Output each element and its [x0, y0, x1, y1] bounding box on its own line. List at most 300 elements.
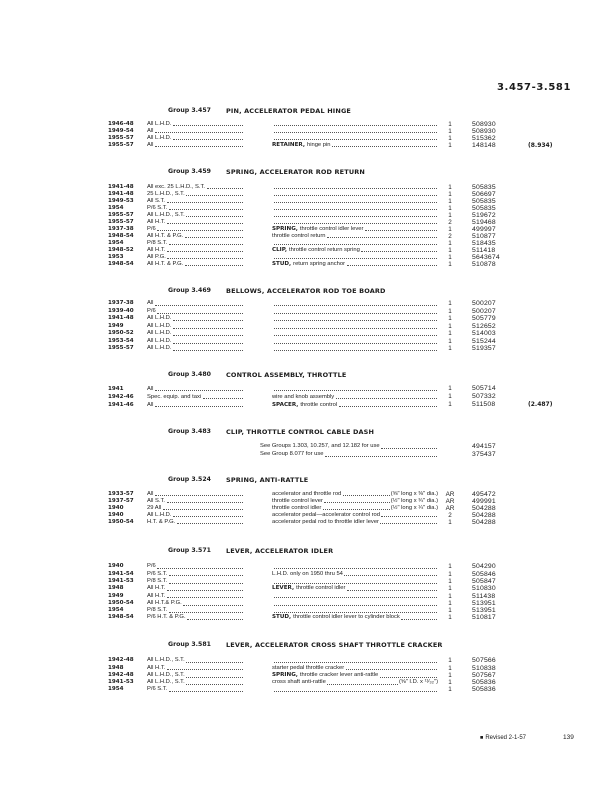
leader-dots: [274, 188, 438, 189]
row-years: 1941-53: [108, 679, 134, 686]
row-qty: 1: [448, 671, 452, 679]
parts-rows: [108, 385, 588, 409]
row-years: 1946-48: [108, 120, 134, 127]
row-model-text: All H.T.: [147, 585, 166, 592]
row-years: 1937-38: [108, 225, 134, 232]
row-years: 1954: [108, 607, 124, 614]
row-description: [272, 679, 438, 686]
row-model: [147, 491, 244, 498]
row-part-number: 510830: [472, 585, 496, 593]
group-number: Group 3.571: [168, 547, 211, 554]
row-model: [147, 233, 244, 240]
row-description: [272, 338, 438, 346]
row-part-number: 505847: [472, 577, 496, 585]
row-model: [147, 578, 244, 585]
row-model: [147, 308, 244, 316]
table-row: [108, 401, 588, 409]
row-model: [147, 226, 244, 233]
row-model-text: All: [147, 141, 154, 148]
row-model-text: P/6 S.T.: [147, 686, 168, 693]
leader-dots: [186, 684, 243, 685]
row-model-text: All H.T. & P.G.: [147, 261, 184, 268]
table-row: [108, 205, 588, 212]
row-part-name: SPRING,: [272, 225, 298, 232]
leader-dots: [274, 202, 438, 203]
row-description: [272, 191, 438, 198]
row-description-text: See Groups 1.303, 10.257, and 12.182 for use: [260, 443, 380, 450]
row-part-number: 375437: [472, 450, 496, 458]
row-qty: 1: [448, 664, 452, 672]
row-qty: 1: [448, 657, 452, 665]
leader-dots: [325, 456, 437, 457]
row-qty: 1: [448, 307, 452, 315]
row-model-text: 29 All: [147, 504, 162, 511]
row-qty: 1: [448, 337, 452, 345]
row-description-text: throttle control return: [272, 232, 326, 239]
row-model-text: All L.H.D., S.T.: [147, 671, 185, 678]
leader-dots: [274, 390, 438, 391]
parts-rows: [108, 657, 588, 693]
row-qty: 1: [448, 204, 452, 212]
leader-dots: [274, 335, 438, 336]
leader-dots: [155, 390, 243, 391]
row-qty: 1: [448, 518, 452, 526]
row-qty: AR: [445, 497, 455, 505]
leader-dots: [173, 350, 243, 351]
row-model: [147, 585, 244, 592]
row-description: [272, 614, 438, 621]
leader-dots: [347, 265, 437, 266]
table-row: [108, 607, 588, 614]
row-years: 1954: [108, 239, 124, 246]
row-part-number: 505836: [472, 679, 496, 687]
leader-dots: [274, 223, 438, 224]
row-years: 1948-52: [108, 246, 134, 253]
group-number: Group 3.581: [168, 641, 211, 648]
row-qty: 1: [448, 211, 452, 219]
row-description-text: hinge pin: [306, 141, 331, 148]
row-model: [147, 657, 244, 664]
row-model-text: All L.H.D., S.T.: [147, 679, 185, 686]
row-part-number: 510878: [472, 261, 496, 269]
row-part-number: 519468: [472, 218, 496, 226]
row-description-text: accelerator pedal—accelerator control rod: [272, 511, 380, 518]
row-part-number: 519672: [472, 211, 496, 219]
leader-dots: [155, 495, 243, 496]
row-part-number: 504288: [472, 504, 496, 512]
row-description: [272, 491, 438, 498]
row-qty: 1: [448, 322, 452, 330]
row-model-text: All S.T.: [147, 197, 166, 204]
leader-dots: [274, 313, 438, 314]
row-years: 1940: [108, 563, 124, 570]
row-model-text: All L.H.D.: [147, 322, 172, 329]
leader-dots: [169, 209, 243, 210]
row-qty: 1: [448, 385, 452, 392]
row-description-text: throttle cracker lever anti-rattle: [299, 671, 379, 678]
leader-dots: [167, 597, 243, 598]
row-model: [147, 519, 244, 526]
row-part-number: 500207: [472, 307, 496, 315]
row-part-number: 505835: [472, 204, 496, 212]
row-description: [272, 657, 438, 664]
row-part-number: 505836: [472, 686, 496, 694]
row-years: 1937-38: [108, 300, 134, 307]
leader-dots: [173, 320, 243, 321]
leader-dots: [169, 612, 243, 613]
leader-dots: [323, 509, 390, 510]
row-years: 1955-57: [108, 211, 134, 218]
table-row: [108, 385, 588, 393]
table-row: [108, 451, 588, 459]
row-model: [147, 385, 244, 393]
row-years: 1949-53: [108, 197, 134, 204]
row-model-text: All L.H.D.: [147, 134, 172, 141]
table-row: [108, 519, 588, 526]
group-title: PIN, ACCELERATOR PEDAL HINGE: [226, 107, 352, 115]
row-model-text: P/6 H.T. & P.G.: [147, 614, 186, 621]
row-model-text: All L.H.D.: [147, 315, 172, 322]
row-model: [147, 686, 244, 693]
group-heading: [0, 428, 612, 436]
row-qty: 1: [448, 141, 452, 149]
row-reference: (2.487): [528, 401, 553, 408]
row-description: [272, 505, 438, 512]
row-model: [147, 607, 244, 614]
row-years: 1933-57: [108, 490, 134, 497]
leader-dots: [332, 146, 437, 147]
row-model-text: All H.T.: [147, 592, 166, 599]
row-years: 1949-54: [108, 127, 134, 134]
row-qty: 1: [448, 599, 452, 607]
row-model: [147, 512, 244, 519]
table-row: [108, 686, 588, 693]
row-model-text: P/6: [147, 307, 156, 314]
row-years: 1949: [108, 322, 124, 329]
leader-dots: [203, 398, 243, 399]
row-model-text: P/8 S.T.: [147, 239, 168, 246]
row-model-text: All: [147, 386, 154, 392]
leader-dots: [274, 605, 438, 606]
row-part-number: 505846: [472, 570, 496, 578]
parts-rows: [108, 184, 588, 269]
row-part-number: 511438: [472, 592, 496, 600]
row-part-name: CLIP,: [272, 246, 287, 253]
leader-dots: [274, 350, 438, 351]
group-number: Group 3.469: [168, 287, 211, 294]
row-spec: (⅝" long x ⅜" dia.): [390, 490, 438, 497]
group-title: CLIP, THROTTLE CONTROL CABLE DASH: [226, 428, 375, 436]
row-model-text: All exc. 25 L.H.D., S.T.: [147, 183, 205, 190]
row-model: [147, 128, 244, 135]
row-part-name: SPRING,: [272, 671, 298, 678]
row-qty: 1: [448, 330, 452, 338]
table-row: [108, 578, 588, 585]
parts-rows: [108, 300, 588, 353]
row-qty: 2: [448, 511, 452, 519]
row-description: [272, 593, 438, 600]
row-qty: 1: [448, 393, 452, 400]
table-row: [108, 212, 588, 219]
row-years: 1939-40: [108, 307, 134, 314]
row-part-number: 505779: [472, 315, 496, 323]
row-description-text: throttle control idler lever to cylinder block: [293, 614, 400, 621]
row-model-text: All H.T.: [147, 664, 166, 671]
leader-dots: [336, 398, 437, 399]
row-part-name: SPACER,: [272, 402, 299, 408]
row-qty: 1: [448, 261, 452, 269]
row-model-text: All H.T. & P.G.: [147, 232, 184, 239]
group-title: SPRING, ANTI-RATTLE: [226, 476, 309, 484]
row-description: [272, 247, 438, 254]
row-model: [147, 198, 244, 205]
leader-dots: [169, 691, 243, 692]
row-description: [272, 571, 438, 578]
row-model: [147, 261, 244, 268]
row-qty: 1: [448, 345, 452, 353]
row-description-text: accelerator and throttle rod: [272, 490, 342, 497]
leader-dots: [346, 669, 437, 670]
row-part-number: 500207: [472, 300, 496, 308]
table-row: [108, 300, 588, 308]
group-number: Group 3.480: [168, 371, 211, 378]
row-model: [147, 205, 244, 212]
row-description: [272, 135, 438, 142]
row-part-name: LEVER,: [272, 585, 295, 592]
row-years: 1948: [108, 585, 124, 592]
leader-dots: [380, 677, 437, 678]
leader-dots: [274, 612, 438, 613]
row-spec: (⅝" I.D. x ¹¹⁄₃₂"): [399, 679, 438, 686]
row-model-text: P/8 S.T.: [147, 577, 168, 584]
leader-dots: [173, 516, 243, 517]
row-part-name: STUD,: [272, 261, 292, 268]
row-part-number: 505835: [472, 183, 496, 191]
row-qty: 1: [448, 246, 452, 254]
group-title: LEVER, ACCELERATOR IDLER: [226, 547, 334, 555]
group-heading: [0, 168, 612, 176]
leader-dots: [343, 495, 390, 496]
row-spec: (½" long x ¾" dia.): [390, 497, 438, 504]
row-years: 1940: [108, 504, 124, 511]
leader-dots: [274, 139, 438, 140]
row-part-number: 148148: [472, 141, 496, 149]
leader-dots: [274, 320, 438, 321]
row-description: [272, 240, 438, 247]
leader-dots: [167, 669, 243, 670]
leader-dots: [327, 684, 398, 685]
row-model: [147, 563, 244, 570]
row-model-text: P/6: [147, 225, 156, 232]
row-model: [147, 142, 244, 149]
group-number: Group 3.483: [168, 428, 211, 435]
leader-dots: [155, 132, 243, 133]
row-part-number: 519357: [472, 345, 496, 353]
table-row: [108, 393, 588, 401]
row-description: [272, 600, 438, 607]
row-years: 1948-54: [108, 261, 134, 268]
row-years: 1948-54: [108, 232, 134, 239]
row-description: [272, 308, 438, 316]
table-row: [108, 128, 588, 135]
row-description-text: throttle control idler: [296, 585, 346, 592]
leader-dots: [157, 230, 243, 231]
leader-dots: [207, 188, 244, 189]
leader-dots: [274, 343, 438, 344]
leader-dots: [167, 590, 243, 591]
row-years: 1948-54: [108, 614, 134, 621]
row-part-number: 513951: [472, 607, 496, 615]
row-part-number: 518435: [472, 239, 496, 247]
row-model-text: All L.H.D.: [147, 345, 172, 352]
parts-rows: [108, 491, 588, 526]
row-qty: 1: [448, 570, 452, 578]
row-years: 1950-52: [108, 330, 134, 337]
group-heading: [0, 371, 612, 379]
row-description: [272, 212, 438, 219]
row-model-text: P/6 S.T.: [147, 204, 168, 211]
group-title: LEVER, ACCELERATOR CROSS SHAFT THROTTLE CRACKER: [226, 641, 443, 649]
row-model: [147, 571, 244, 578]
row-description: [272, 226, 438, 233]
row-model: [147, 300, 244, 308]
table-row: [108, 240, 588, 247]
table-row: [108, 672, 588, 679]
table-row: [108, 491, 588, 498]
row-model: [147, 254, 244, 261]
row-model-text: All H.T.& P.G.: [147, 599, 182, 606]
row-years: 1950-54: [108, 518, 134, 525]
row-model: [147, 121, 244, 128]
row-description: [272, 512, 438, 519]
row-model-text: All S.T.: [147, 497, 166, 504]
page-number: 139: [563, 734, 574, 741]
leader-dots: [169, 244, 243, 245]
row-description: [272, 254, 438, 261]
group-heading: [0, 476, 612, 484]
table-row: [108, 563, 588, 570]
group-number: Group 3.457: [168, 107, 211, 114]
row-part-number: 508930: [472, 127, 496, 135]
parts-rows: [108, 563, 588, 621]
row-part-number: 504290: [472, 563, 496, 571]
table-row: [108, 571, 588, 578]
row-model-text: P/8 S.T.: [147, 607, 168, 614]
table-row: [108, 233, 588, 240]
row-qty: 1: [448, 239, 452, 247]
leader-dots: [167, 202, 243, 203]
row-description-text: throttle control return spring: [288, 246, 360, 253]
row-description: [272, 686, 438, 693]
row-qty: 1: [448, 134, 452, 142]
row-model: [147, 498, 244, 505]
row-part-number: 504288: [472, 518, 496, 526]
leader-dots: [173, 335, 243, 336]
row-qty: 1: [448, 300, 452, 308]
table-row: [108, 585, 588, 592]
row-description-text: cross shaft anti-rattle: [272, 679, 326, 686]
revision-marker-icon: ■: [480, 735, 484, 741]
table-row: [108, 338, 588, 346]
leader-dots: [173, 139, 243, 140]
row-qty: AR: [445, 490, 455, 498]
row-qty: 1: [448, 120, 452, 128]
row-part-number: 510877: [472, 232, 496, 240]
row-qty: 1: [448, 614, 452, 622]
row-years: 1953: [108, 253, 124, 260]
table-row: [108, 261, 588, 268]
group-title: SPRING, ACCELERATOR ROD RETURN: [226, 168, 366, 176]
row-description: [272, 121, 438, 128]
row-part-number: 507332: [472, 393, 496, 400]
leader-dots: [167, 251, 243, 252]
row-years: 1941-48: [108, 315, 134, 322]
leader-dots: [157, 313, 243, 314]
table-row: [108, 254, 588, 261]
row-part-number: 495472: [472, 490, 496, 498]
row-description: [272, 585, 438, 592]
row-years: 1942-48: [108, 671, 134, 678]
row-part-number: 514003: [472, 330, 496, 338]
revision-note: [480, 734, 526, 742]
row-description: [272, 261, 438, 268]
row-part-number: 505835: [472, 197, 496, 205]
row-part-name: RETAINER,: [272, 141, 305, 148]
row-model: [147, 665, 244, 672]
row-spec: (½" long x ¼" dia.): [390, 504, 438, 511]
leader-dots: [274, 597, 438, 598]
row-description: [272, 498, 438, 505]
row-model: [147, 330, 244, 338]
row-model: [147, 219, 244, 226]
parts-rows: [108, 121, 588, 149]
leader-dots: [186, 677, 243, 678]
row-description-text: throttle control lever: [272, 497, 323, 504]
leader-dots: [365, 230, 437, 231]
leader-dots: [167, 223, 243, 224]
row-part-number: 494157: [472, 443, 496, 451]
table-row: [108, 512, 588, 519]
table-row: [108, 184, 588, 191]
row-qty: 1: [448, 190, 452, 198]
group-heading: [0, 107, 612, 115]
row-description: [272, 330, 438, 338]
row-part-number: 515362: [472, 134, 496, 142]
table-row: [108, 121, 588, 128]
row-model: [147, 135, 244, 142]
leader-dots: [274, 195, 438, 196]
leader-dots: [183, 605, 243, 606]
leader-dots: [157, 568, 243, 569]
row-description: [272, 205, 438, 212]
row-description-text: starter pedal throttle cracker: [272, 664, 345, 671]
row-model-text: All P.G.: [147, 253, 166, 260]
leader-dots: [155, 146, 243, 147]
row-qty: 1: [448, 585, 452, 593]
leader-dots: [381, 448, 437, 449]
row-years: 1940: [108, 511, 124, 518]
row-description: [244, 451, 438, 459]
row-years: 1954: [108, 204, 124, 211]
leader-dots: [185, 265, 243, 266]
leader-dots: [274, 568, 438, 569]
leader-dots: [274, 583, 438, 584]
row-description: [272, 315, 438, 323]
row-part-number: 507567: [472, 671, 496, 679]
row-part-number: 510838: [472, 664, 496, 672]
row-model-text: All L.H.D.: [147, 330, 172, 337]
leader-dots: [401, 619, 437, 620]
